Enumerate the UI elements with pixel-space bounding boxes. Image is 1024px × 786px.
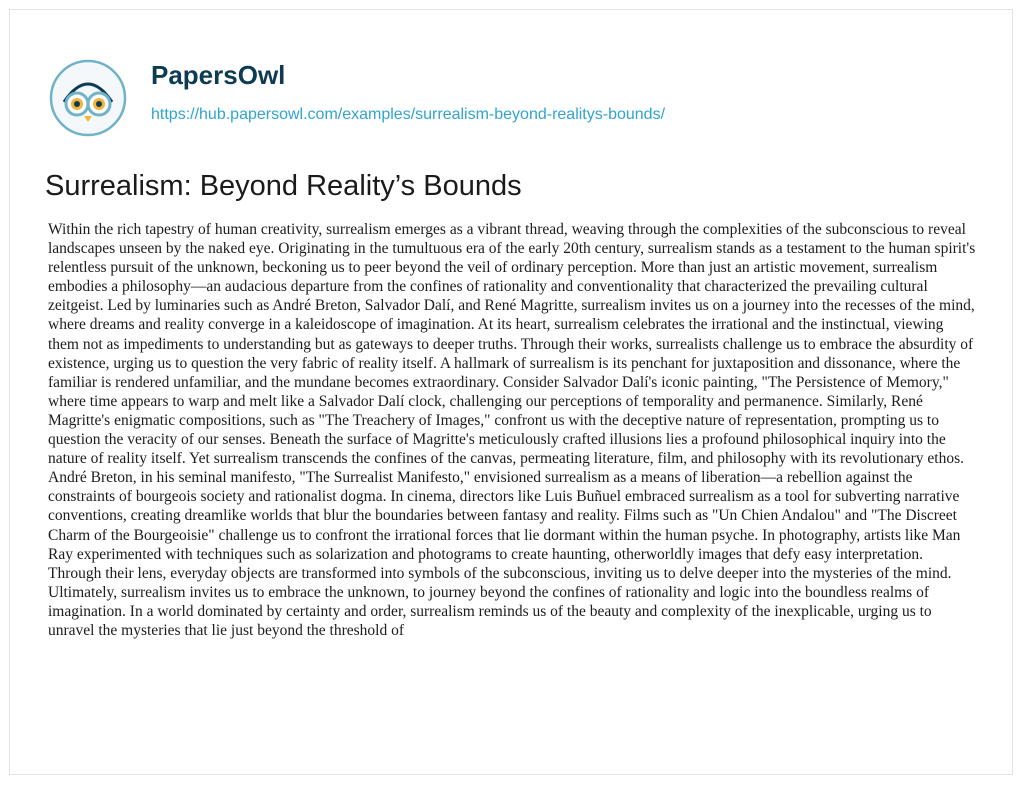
source-url-link[interactable]: https://hub.papersowl.com/examples/surrealism-beyond-realitys-bounds/ [151, 106, 666, 123]
brand-name: PapersOwl [151, 60, 286, 90]
page-title: Surrealism: Beyond Reality’s Bounds [45, 170, 522, 202]
owl-logo-icon [48, 58, 128, 138]
article-body: Within the rich tapestry of human creativity, surrealism emerges as a vibrant thread, weaving through the complexities of the subconscious to reveal landscapes unseen by the naked eye. Originating in the tumultuous era of the early 20th century, surrealism stands as a testament to the human spirit's relentless pursuit of the unknown, beckoning us to peer beyond the veil of ordinary perception. More than just an artistic movement, surrealism embodies a philosophy—an audacious departure from the confines of rationality and conventionality that characterized the prevailing cultural zeitgeist. Led by luminaries such as André Breton, Salvador Dalí, and René Magritte, surrealism invites us on a journey into the recesses of the mind, where dreams and reality converge in a kaleidoscope of imagination. At its heart, surrealism celebrates the irrational and the instinctual, viewing them not as impediments to understanding but as gateways to deeper truths. Through their works, surrealists challenge us to embrace the absurdity of existence, urging us to question the very fabric of reality itself. A hallmark of surrealism is its penchant for juxtaposition and dissonance, where the familiar is rendered unfamiliar, and the mundane becomes extraordinary. Consider Salvador Dalí's iconic painting, "The Persistence of Memory," where time appears to warp and melt like a Salvador Dalí clock, challenging our perceptions of temporality and permanence. Similarly, René Magritte's enigmatic compositions, such as "The Treachery of Images," confront us with the deceptive nature of representation, prompting us to question the veracity of our senses. Beneath the surface of Magritte's meticulously crafted illusions lies a profound philosophical inquiry into the nature of reality itself. Yet surrealism transcends the confines of the canvas, permeating literature, film, and philosophy with its revolutionary ethos. André Breton, in his seminal manifesto, "The Surrealist Manifesto," envisioned surrealism as a means of liberation—a rebellion against the constraints of bourgeois society and rationalist dogma. In cinema, directors like Luis Buñuel embraced surrealism as a tool for subverting narrative conventions, creating dreamlike worlds that blur the boundaries between fantasy and reality. Films such as "Un Chien Andalou" and "The Discreet Charm of the Bourgeoisie" challenge us to confront the irrational forces that lie dormant within the human psyche. In photography, artists like Man Ray experimented with techniques such as solarization and photograms to create haunting, otherworldly images that defy easy interpretation. Through their lens, everyday objects are transformed into symbols of the subconscious, inviting us to delve deeper into the mysteries of the mind. Ultimately, surrealism invites us to embrace the unknown, to journey beyond the confines of rationality and logic into the boundless realms of imagination. In a world dominated by certainty and order, surrealism reminds us of the beauty and complexity of the inexplicable, urging us to unravel the mysteries that lie just beyond the threshold of [48, 221, 976, 639]
